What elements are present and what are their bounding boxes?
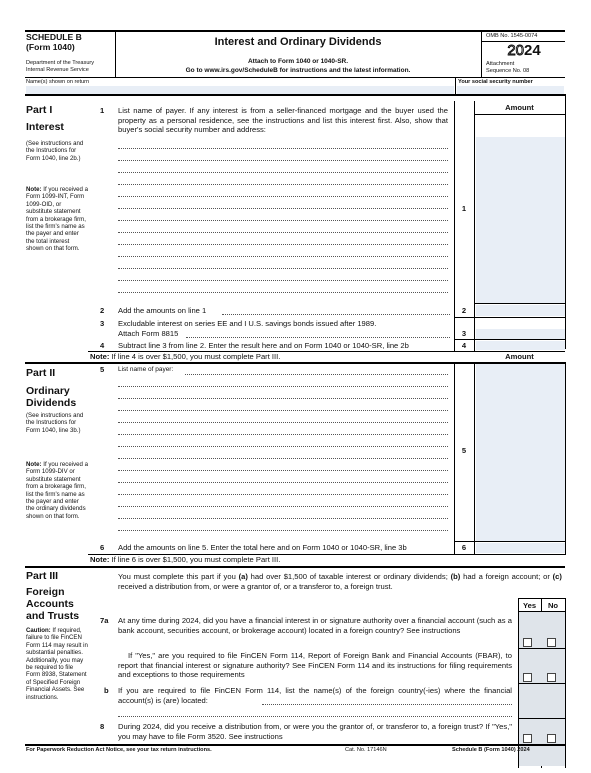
ssn-divider [455, 77, 456, 94]
caution-label: Caution: [26, 627, 51, 634]
line3-number: 3 [100, 319, 105, 328]
line5-amount-field[interactable] [476, 364, 565, 541]
line7a-number: 7a [100, 616, 109, 625]
line1-amount-field[interactable] [476, 137, 565, 303]
header-divider-right [481, 31, 482, 77]
no-col-right [565, 598, 566, 768]
line7b-country-input-2[interactable] [118, 716, 512, 717]
div-payer-line-5[interactable] [118, 422, 448, 423]
line7b-text: If you are required to file FinCEN Form 114, list the name(s) of the foreign country(-ies) where the financial account(s) is (are) located: [118, 686, 512, 705]
line2-rule [454, 317, 565, 318]
names-label: Name(s) shown on return [26, 79, 90, 85]
line1-box-label: 1 [461, 204, 467, 213]
line7a-fbar-no-checkbox[interactable] [547, 673, 556, 682]
intro-f: received a distribution from, or were a grantor of, or a transferor to, a foreign trust. [118, 581, 393, 591]
footer-left: For Paperwork Reduction Act Notice, see your tax return instructions. [26, 747, 212, 753]
part2-note-label: Note: [26, 461, 42, 468]
note4-text: If line 4 is over $1,500, you must complete Part III. [111, 352, 281, 361]
part1-box-col-right [474, 101, 475, 351]
line6-box-label: 6 [461, 543, 467, 552]
name-row-top [25, 77, 565, 78]
line3-text-a: Excludable interest on series EE and I U.S. savings bonds issued after 1989. [118, 319, 377, 328]
payer-line-10[interactable] [118, 256, 448, 257]
line7b-yn-rule [518, 718, 565, 719]
line3-leader [186, 337, 450, 338]
part1-note-text: If you received a Form 1099-INT, Form 1099-OID, or substitute statement from a brokerage firm, list the firm's name as the payer and enter the total interest shown on that form. [26, 186, 88, 253]
ssn-label: Your social security number [458, 79, 533, 85]
line7a-fbar-yn-rule [518, 683, 565, 684]
part3-intro [118, 572, 562, 591]
schedule-label: SCHEDULE B [26, 32, 82, 42]
line5-bottom-rule [454, 541, 565, 542]
attach-instruction: Attach to Form 1040 or 1040-SR. [247, 58, 349, 65]
line7a-no-checkbox[interactable] [547, 638, 556, 647]
caution-text: If required, failure to file FinCEN Form 114 may result in substantial penalties. Additionally, you may be required to file Form 8938, Statement of Specified Foreign Financial Assets. See instructions. [26, 627, 88, 701]
line6-amount-field[interactable] [476, 543, 565, 553]
part3-caution [26, 627, 88, 701]
payer-line-3[interactable] [118, 172, 448, 173]
sequence-number: Sequence No. 08 [486, 68, 530, 74]
line8-no-checkbox[interactable] [547, 734, 556, 743]
line7a-text: At any time during 2024, did you have a financial interest in or signature authority over a financial account (such as a bank account, securities account, or brokerage account) located in a foreign country? See instructions [118, 616, 512, 635]
line5-number: 5 [100, 365, 105, 374]
dept-line1: Department of the Treasury [26, 60, 95, 66]
intro-a-bold: (a) [238, 572, 248, 581]
line7b-number: b [104, 686, 109, 695]
part3-title-a: Foreign [26, 586, 65, 598]
div-payer-line-3[interactable] [118, 398, 448, 399]
div-payer-line-14[interactable] [118, 530, 448, 531]
payer-line-5[interactable] [118, 196, 448, 197]
line2-leader [222, 314, 450, 315]
part2-title-b: Dividends [26, 397, 77, 409]
line3-amount-field[interactable] [476, 329, 565, 339]
part2-label: Part II [26, 367, 56, 379]
footer-rule [25, 744, 565, 746]
payer-line-6[interactable] [118, 208, 448, 209]
div-payer-line-6[interactable] [118, 434, 448, 435]
line2-text: Add the amounts on line 1 [118, 306, 207, 315]
part1-amount-header-rule [474, 114, 565, 115]
payer-line-12[interactable] [118, 280, 448, 281]
attachment-label: Attachment [486, 61, 515, 67]
form-ref: (Form 1040) [26, 42, 75, 52]
footer-cat: Cat. No. 17146N [345, 747, 387, 753]
line4-box-label: 4 [461, 341, 467, 350]
div-payer-line-10[interactable] [118, 482, 448, 483]
line4-text: Subtract line 3 from line 2. Enter the result here and on Form 1040 or 1040-SR, line 2b [118, 341, 409, 350]
line1-number: 1 [100, 106, 105, 115]
payer-line-11[interactable] [118, 268, 448, 269]
line7b-country-input[interactable] [262, 704, 512, 705]
part1-note [26, 186, 88, 253]
line2-amount-field[interactable] [476, 305, 565, 316]
div-payer-line-13[interactable] [118, 518, 448, 519]
omb-number: OMB No. 1545-0074 [486, 33, 538, 39]
line7a-text2: If "Yes," are you required to file FinCEN Form 114, Report of Foreign Bank and Financial Accounts (FBAR), to report that financial interest or signature authority? See FinCEN Form 114 and its instructions for filing requirements and exceptions to those requirements [118, 651, 512, 680]
tax-year-prefix: 20 [507, 42, 524, 59]
part3-title-b: Accounts [26, 598, 74, 610]
note4-label: Note: [90, 352, 110, 361]
note6-text: If line 6 is over $1,500, you must complete Part III. [111, 555, 281, 564]
ssn-field[interactable] [457, 86, 564, 94]
part2-amount-header: Amount [505, 352, 534, 361]
part1-note-label: Note: [26, 186, 42, 193]
payer-line-7[interactable] [118, 220, 448, 221]
intro-c-bold: (b) [450, 572, 461, 581]
top-rule [25, 30, 565, 32]
line3-rule [454, 339, 565, 340]
part2-see-instructions: (See instructions and the Instructions for Form 1040, line 3b.) [26, 412, 84, 434]
note6-label: Note: [90, 555, 110, 564]
payer-line-1[interactable] [118, 148, 448, 149]
intro-e-bold: (c) [552, 572, 562, 581]
payer-line-8[interactable] [118, 232, 448, 233]
intro-a: You must complete this part if you [118, 572, 236, 581]
footer-right: Schedule B (Form 1040) 2024 [452, 747, 530, 753]
part2-title-a: Ordinary [26, 385, 70, 397]
payer-line-13[interactable] [118, 292, 448, 293]
part2-box-col-left [454, 362, 455, 555]
tax-year [484, 42, 564, 59]
intro-d: had a foreign account; or [463, 572, 550, 581]
div-payer-line-12[interactable] [118, 506, 448, 507]
intro-b: had over $1,500 of taxable interest or ordinary dividends; [250, 572, 448, 581]
payer-line-2[interactable] [118, 160, 448, 161]
div-payer-line-4[interactable] [118, 410, 448, 411]
line4-amount-field[interactable] [476, 341, 565, 350]
line5-text: List name of payer: [118, 366, 174, 373]
part1-title: Interest [26, 121, 64, 133]
line3-text-b: Attach Form 8815 [118, 329, 179, 338]
part2-note-text: If you received a Form 1099-DIV or substitute statement from a brokerage firm, list the firm's name as the payer and enter the ordinary dividends shown on that form. [26, 461, 88, 520]
tax-year-suffix: 24 [524, 42, 541, 59]
line8-text: During 2024, did you receive a distribution from, or were you the grantor of, or transferor to, a foreign trust? If "Yes," you may have to file Form 3520. See instructions [118, 722, 512, 741]
line3-box-label: 3 [461, 329, 467, 338]
no-header: No [547, 601, 559, 610]
part1-see-instructions: (See instructions and the Instructions for Form 1040, line 2b.) [26, 140, 84, 162]
part2-box-col-right [474, 362, 475, 555]
div-payer-line-9[interactable] [118, 470, 448, 471]
line7a-fbar-yes-checkbox[interactable] [523, 673, 532, 682]
line6-text: Add the amounts on line 5. Enter the total here and on Form 1040 or 1040-SR, line 3b [118, 543, 407, 552]
part1-amount-header: Amount [505, 103, 534, 112]
div-payer-line-11[interactable] [118, 494, 448, 495]
part3-top-rule [25, 566, 565, 568]
part1-label: Part I [26, 104, 53, 116]
line2-number: 2 [100, 306, 105, 315]
line1-bottom-rule [474, 303, 565, 304]
div-payer-line-8[interactable] [118, 458, 448, 459]
payer-line-4[interactable] [118, 184, 448, 185]
line4-number: 4 [100, 341, 105, 350]
line7a-yn-rule [518, 648, 565, 649]
line2-box-label: 2 [461, 306, 467, 315]
dept-line2: Internal Revenue Service [26, 67, 89, 73]
line7a-yes-checkbox[interactable] [523, 638, 532, 647]
div-payer-line-2[interactable] [118, 386, 448, 387]
form-title: Interest and Ordinary Dividends [214, 36, 382, 48]
part3-label: Part III [26, 570, 59, 582]
yes-header: Yes [522, 601, 537, 610]
part3-title-c: and Trusts [26, 610, 80, 622]
line1-text: List name of payer. If any interest is from a seller-financed mortgage and the buyer used the property as a personal residence, see the instructions and list this interest first. Also, show that buyer's social security number and address: [118, 106, 448, 135]
payer-line-9[interactable] [118, 244, 448, 245]
part2-note [26, 461, 88, 520]
goto-instruction: Go to www.irs.gov/ScheduleB for instructions and the latest information. [185, 67, 411, 74]
name-row-bottom [25, 94, 565, 96]
div-payer-line-7[interactable] [118, 446, 448, 447]
part1-line4-note [90, 352, 280, 362]
part2-right-edge [565, 362, 566, 555]
div-payer-line-1[interactable] [185, 374, 448, 375]
line5-box-label: 5 [461, 446, 467, 455]
part2-line6-note [90, 555, 280, 565]
names-field[interactable] [26, 86, 454, 94]
line8-yes-checkbox[interactable] [523, 734, 532, 743]
part1-right-edge [565, 94, 566, 349]
line6-number: 6 [100, 543, 105, 552]
line8-number: 8 [100, 722, 105, 731]
